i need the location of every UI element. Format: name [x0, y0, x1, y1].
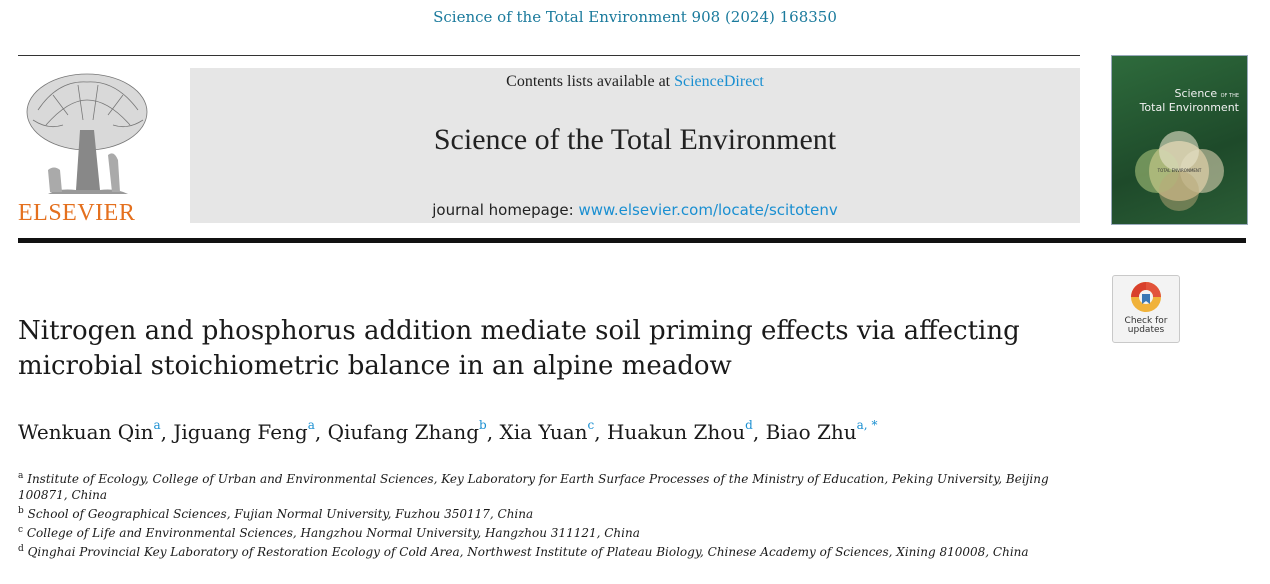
check-label-line2: updates: [1127, 325, 1165, 335]
author-separator: ,: [752, 420, 766, 444]
homepage-line: [190, 201, 1080, 219]
author-separator: ,: [486, 420, 500, 444]
header-divider: [18, 55, 1080, 56]
author-affiliation-marker[interactable]: d: [745, 418, 753, 433]
author-affiliation-marker[interactable]: a: [307, 418, 315, 433]
cover-art: [1112, 56, 1247, 224]
affiliation-text: College of Life and Environmental Sciences, Hangzhou Normal University, Hangzhou 311121, China: [26, 526, 640, 540]
author-affiliation-marker[interactable]: a, *: [856, 418, 878, 433]
affiliation-text: School of Geographical Sciences, Fujian Normal University, Fuzhou 350117, China: [27, 507, 534, 521]
homepage-prefix: journal homepage:: [432, 201, 579, 219]
check-for-updates-label: [1113, 317, 1179, 335]
affiliation-item: [18, 503, 1098, 522]
author-name[interactable]: Jiguang Feng: [173, 420, 308, 444]
affiliation-text: Qinghai Provincial Key Laboratory of Restoration Ecology of Cold Area, Northwest Institute of Plateau Biology, Chinese Academy of Sciences, Xining 810008, China: [27, 545, 1029, 559]
affiliation-item: [18, 522, 1098, 541]
article-title: Nitrogen and phosphorus addition mediate soil priming effects via affecting microbial stoichiometric balance in an alpine meadow: [18, 316, 1020, 381]
journal-citation: Science of the Total Environment 908 (2024) 168350: [433, 8, 837, 26]
check-label-line1: Check for: [1124, 316, 1168, 326]
affiliation-list: [18, 468, 1098, 560]
author-list: [18, 420, 877, 444]
check-for-updates-icon: [1126, 279, 1166, 319]
author-name[interactable]: Xia Yuan: [499, 420, 588, 444]
cover-title-of-the: OF THE: [1220, 93, 1239, 99]
author-separator: ,: [160, 420, 174, 444]
journal-banner: [190, 68, 1080, 223]
affiliation-key: d: [18, 544, 24, 554]
affiliation-text: Institute of Ecology, College of Urban and Environmental Sciences, Key Laboratory for Earth Surface Processes of the Ministry of Education, Peking University, Beijing 100871, China: [18, 472, 1049, 502]
author-name[interactable]: Huakun Zhou: [606, 420, 746, 444]
author-name[interactable]: Biao Zhu: [765, 420, 857, 444]
check-for-updates-button[interactable]: [1112, 275, 1180, 343]
author-affiliation-marker[interactable]: c: [587, 418, 595, 433]
tree-icon: [18, 70, 156, 200]
journal-cover[interactable]: [1111, 55, 1248, 225]
publisher-wordmark: ELSEVIER: [18, 200, 136, 226]
cover-center-text: TOTAL ENVIRONMENT: [1157, 168, 1202, 173]
contents-line: [190, 73, 1080, 91]
affiliation-item: [18, 541, 1098, 560]
affiliation-key: b: [18, 506, 24, 516]
author-name[interactable]: Wenkuan Qin: [18, 420, 154, 444]
journal-title: Science of the Total Environment: [433, 123, 837, 156]
affiliation-item: [18, 468, 1098, 503]
affiliation-key: a: [18, 471, 24, 481]
contents-prefix: Contents lists available at: [506, 73, 675, 90]
homepage-link[interactable]: www.elsevier.com/locate/scitotenv: [578, 201, 838, 219]
header-thick-rule: [18, 238, 1246, 243]
author-separator: ,: [314, 420, 328, 444]
sciencedirect-link[interactable]: ScienceDirect: [674, 73, 764, 90]
cover-title-line1: Science: [1174, 87, 1218, 100]
affiliation-key: c: [18, 525, 24, 535]
author-name[interactable]: Qiufang Zhang: [327, 420, 480, 444]
author-affiliation-marker[interactable]: b: [479, 418, 487, 433]
author-affiliation-marker[interactable]: a: [153, 418, 161, 433]
author-separator: ,: [594, 420, 607, 444]
cover-title-line2: Total Environment: [1139, 101, 1239, 114]
